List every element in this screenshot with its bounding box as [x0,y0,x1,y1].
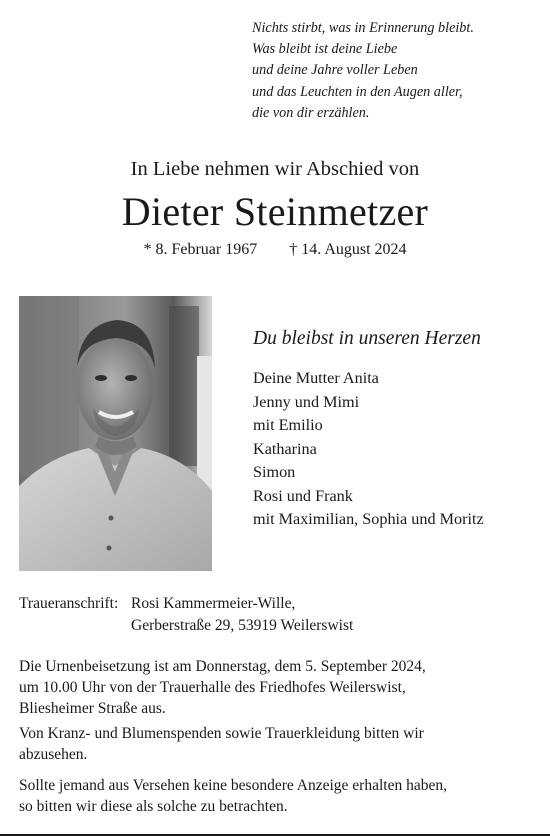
burial-paragraph [19,656,539,719]
mourner-entry: Rosi und Frank [253,486,353,505]
mourner-entry: Jenny und Mimi [253,392,360,411]
paragraph-line: Bliesheimer Straße aus. [19,700,166,717]
paragraph-line: um 10.00 Uhr von der Trauerhalle des Friedhofes Weilerswist, [19,679,406,696]
poem-line: die von dir erzählen. [252,104,370,121]
motto: Du bleibst in unseren Herzen [253,328,481,349]
paragraph-line: Die Urnenbeisetzung ist am Donnerstag, dem 5. September 2024, [19,658,426,675]
life-dates [0,241,550,259]
mourning-address [19,593,353,636]
deceased-name: Dieter Steinmetzer [121,189,429,234]
paragraph-line: Von Kranz- und Blumenspenden sowie Trauerkleidung bitten wir [19,725,424,742]
poem-line: und deine Jahre voller Leben [252,62,418,79]
poem-line: Nichts stirbt, was in Erinnerung bleibt. [252,20,474,36]
poem-line: und das Leuchten in den Augen aller, [252,83,463,100]
death-date: † 14. August 2024 [289,241,407,258]
poem-line: Was bleibt ist deine Liebe [252,41,398,58]
mourner-entry: mit Emilio [253,416,323,434]
address-line-1: Rosi Kammermeier-Wille, [131,595,296,612]
intro-heading: In Liebe nehmen wir Abschied von [130,158,420,180]
donations-paragraph [19,723,539,765]
mourners-list [253,367,484,532]
paragraph-line: abzusehen. [19,746,88,763]
memorial-poem [252,18,542,124]
address-label: Traueranschrift: [19,595,119,612]
notice-paragraph [19,775,539,817]
mourner-entry: Katharina [253,439,317,458]
birth-date: * 8. Februar 1967 [143,241,258,258]
mourner-entry: Simon [253,463,296,481]
paragraph-line: Sollte jemand aus Versehen keine besondere Anzeige erhalten haben, [19,777,447,794]
paragraph-line: so bitten wir diese als solche zu betrachten. [19,798,288,815]
mourner-entry: mit Maximilian, Sophia und Moritz [253,510,484,528]
address-line-2: Gerberstraße 29, 53919 Weilerswist [131,616,354,634]
mourner-entry: Deine Mutter Anita [253,369,379,387]
portrait-photo [19,296,212,571]
